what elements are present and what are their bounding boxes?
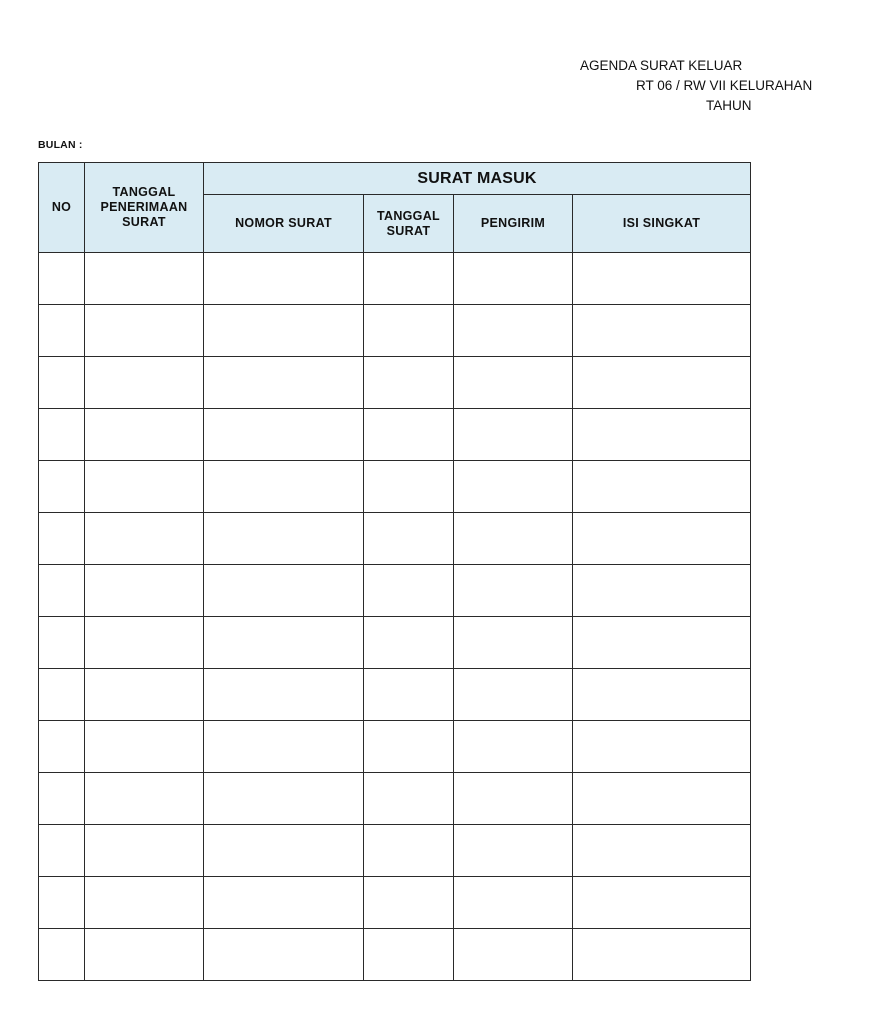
cell-no bbox=[39, 565, 85, 617]
cell-nomor-surat bbox=[204, 305, 364, 357]
cell-pengirim bbox=[454, 825, 573, 877]
cell-isi-singkat bbox=[573, 669, 751, 721]
cell-tanggal-penerimaan bbox=[85, 721, 204, 773]
cell-nomor-surat bbox=[204, 513, 364, 565]
cell-no bbox=[39, 825, 85, 877]
cell-nomor-surat bbox=[204, 773, 364, 825]
group-header-surat-masuk: SURAT MASUK bbox=[204, 163, 751, 195]
cell-isi-singkat bbox=[573, 565, 751, 617]
cell-no bbox=[39, 409, 85, 461]
cell-tanggal-surat bbox=[364, 825, 454, 877]
bulan-label: BULAN : bbox=[38, 139, 83, 151]
cell-pengirim bbox=[454, 409, 573, 461]
cell-no bbox=[39, 617, 85, 669]
agenda-table bbox=[38, 162, 751, 981]
title-line-rt-rw: RT 06 / RW VII KELURAHAN bbox=[636, 78, 813, 93]
title-line-agenda: AGENDA SURAT KELUAR bbox=[580, 58, 743, 73]
cell-isi-singkat bbox=[573, 617, 751, 669]
cell-no bbox=[39, 357, 85, 409]
table-row bbox=[39, 461, 751, 513]
cell-isi-singkat bbox=[573, 409, 751, 461]
table-row bbox=[39, 253, 751, 305]
document-title bbox=[470, 56, 870, 116]
table-row bbox=[39, 565, 751, 617]
table-row bbox=[39, 721, 751, 773]
table-row bbox=[39, 773, 751, 825]
table-row bbox=[39, 825, 751, 877]
cell-nomor-surat bbox=[204, 253, 364, 305]
cell-pengirim bbox=[454, 305, 573, 357]
cell-tanggal-surat bbox=[364, 513, 454, 565]
cell-pengirim bbox=[454, 357, 573, 409]
cell-tanggal-penerimaan bbox=[85, 565, 204, 617]
column-header-no: NO bbox=[39, 163, 85, 253]
cell-pengirim bbox=[454, 669, 573, 721]
cell-pengirim bbox=[454, 617, 573, 669]
table-row bbox=[39, 409, 751, 461]
cell-nomor-surat bbox=[204, 825, 364, 877]
cell-tanggal-surat bbox=[364, 929, 454, 981]
cell-no bbox=[39, 253, 85, 305]
cell-tanggal-penerimaan bbox=[85, 669, 204, 721]
cell-tanggal-surat bbox=[364, 721, 454, 773]
table-row bbox=[39, 929, 751, 981]
table-row bbox=[39, 357, 751, 409]
cell-isi-singkat bbox=[573, 773, 751, 825]
cell-isi-singkat bbox=[573, 513, 751, 565]
cell-no bbox=[39, 669, 85, 721]
cell-nomor-surat bbox=[204, 617, 364, 669]
cell-no bbox=[39, 513, 85, 565]
cell-tanggal-surat bbox=[364, 565, 454, 617]
column-header-nomor-surat: NOMOR SURAT bbox=[204, 195, 364, 253]
cell-tanggal-penerimaan bbox=[85, 357, 204, 409]
cell-tanggal-penerimaan bbox=[85, 617, 204, 669]
table-row bbox=[39, 305, 751, 357]
cell-nomor-surat bbox=[204, 409, 364, 461]
cell-tanggal-penerimaan bbox=[85, 253, 204, 305]
cell-pengirim bbox=[454, 461, 573, 513]
cell-tanggal-surat bbox=[364, 357, 454, 409]
cell-no bbox=[39, 721, 85, 773]
table-row bbox=[39, 513, 751, 565]
cell-tanggal-surat bbox=[364, 409, 454, 461]
cell-pengirim bbox=[454, 513, 573, 565]
cell-tanggal-surat bbox=[364, 461, 454, 513]
cell-isi-singkat bbox=[573, 929, 751, 981]
cell-tanggal-surat bbox=[364, 773, 454, 825]
cell-tanggal-surat bbox=[364, 253, 454, 305]
title-line-tahun: TAHUN bbox=[706, 98, 752, 113]
cell-tanggal-penerimaan bbox=[85, 929, 204, 981]
cell-tanggal-penerimaan bbox=[85, 825, 204, 877]
cell-tanggal-surat bbox=[364, 305, 454, 357]
cell-no bbox=[39, 929, 85, 981]
column-header-tanggal-surat: TANGGAL SURAT bbox=[364, 195, 454, 253]
cell-isi-singkat bbox=[573, 357, 751, 409]
cell-nomor-surat bbox=[204, 357, 364, 409]
cell-tanggal-penerimaan bbox=[85, 773, 204, 825]
cell-pengirim bbox=[454, 721, 573, 773]
cell-nomor-surat bbox=[204, 877, 364, 929]
cell-tanggal-penerimaan bbox=[85, 877, 204, 929]
cell-tanggal-surat bbox=[364, 877, 454, 929]
cell-tanggal-penerimaan bbox=[85, 513, 204, 565]
cell-nomor-surat bbox=[204, 565, 364, 617]
cell-tanggal-surat bbox=[364, 669, 454, 721]
cell-no bbox=[39, 773, 85, 825]
cell-pengirim bbox=[454, 253, 573, 305]
cell-isi-singkat bbox=[573, 825, 751, 877]
table-row bbox=[39, 669, 751, 721]
table-row bbox=[39, 877, 751, 929]
cell-isi-singkat bbox=[573, 877, 751, 929]
cell-tanggal-penerimaan bbox=[85, 461, 204, 513]
cell-no bbox=[39, 305, 85, 357]
cell-nomor-surat bbox=[204, 461, 364, 513]
column-header-tanggal-penerimaan: TANGGAL PENERIMAAN SURAT bbox=[85, 163, 204, 253]
table-row bbox=[39, 617, 751, 669]
column-header-isi-singkat: ISI SINGKAT bbox=[573, 195, 751, 253]
cell-pengirim bbox=[454, 565, 573, 617]
cell-tanggal-surat bbox=[364, 617, 454, 669]
cell-pengirim bbox=[454, 773, 573, 825]
cell-no bbox=[39, 877, 85, 929]
cell-nomor-surat bbox=[204, 721, 364, 773]
cell-nomor-surat bbox=[204, 669, 364, 721]
cell-no bbox=[39, 461, 85, 513]
cell-isi-singkat bbox=[573, 253, 751, 305]
cell-tanggal-penerimaan bbox=[85, 305, 204, 357]
table-body bbox=[39, 253, 751, 981]
cell-isi-singkat bbox=[573, 305, 751, 357]
cell-pengirim bbox=[454, 877, 573, 929]
cell-nomor-surat bbox=[204, 929, 364, 981]
column-header-pengirim: PENGIRIM bbox=[454, 195, 573, 253]
cell-tanggal-penerimaan bbox=[85, 409, 204, 461]
cell-isi-singkat bbox=[573, 461, 751, 513]
cell-isi-singkat bbox=[573, 721, 751, 773]
cell-pengirim bbox=[454, 929, 573, 981]
